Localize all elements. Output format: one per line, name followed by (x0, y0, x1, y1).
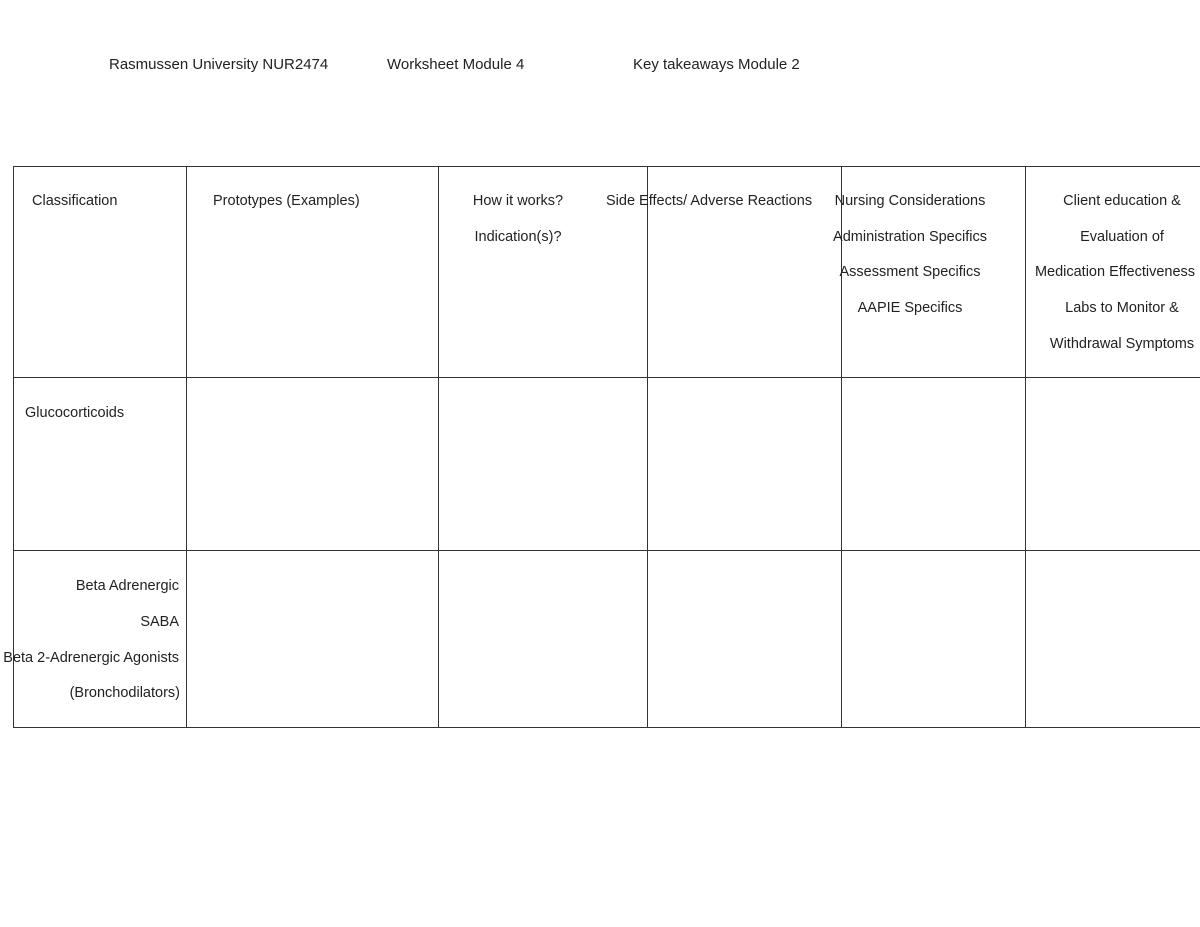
header-how-it-works: How it works? (472, 193, 564, 209)
header-prototypes: Prototypes (Examples) (213, 193, 360, 209)
header-medication-effectiveness: Medication Effectiveness (1034, 264, 1196, 280)
header-aapie-specifics: AAPIE Specifics (857, 300, 963, 316)
header-labs-to-monitor: Labs to Monitor & (1065, 300, 1179, 316)
column-divider (1025, 166, 1026, 728)
table-border-bottom (13, 727, 1200, 728)
takeaways-title: Key takeaways Module 2 (633, 56, 800, 73)
header-withdrawal-symptoms: Withdrawal Symptoms (1049, 336, 1195, 352)
header-assessment-specifics: Assessment Specifics (839, 264, 981, 280)
row-divider (13, 377, 1200, 378)
header-nursing-considerations: Nursing Considerations (834, 193, 986, 209)
column-divider (13, 166, 14, 728)
header-client-education: Client education & (1063, 193, 1181, 209)
course-title: Rasmussen University NUR2474 (109, 56, 329, 73)
header-evaluation-of: Evaluation of (1080, 229, 1164, 245)
header-administration-specifics: Administration Specifics (833, 229, 987, 245)
header-classification: Classification (32, 193, 118, 209)
table-border-top (13, 166, 1200, 167)
row-divider (13, 550, 1200, 551)
row-classification-saba: SABA (140, 614, 179, 630)
row-classification-beta2-agonists: Beta 2-Adrenergic Agonists (3, 650, 179, 666)
column-divider (647, 166, 648, 728)
header-indications: Indication(s)? (474, 229, 562, 245)
header-side-effects: Side Effects/ Adverse Reactions (606, 193, 813, 209)
column-divider (841, 166, 842, 728)
row-classification-bronchodilators: (Bronchodilators) (69, 685, 180, 701)
worksheet-title: Worksheet Module 4 (387, 56, 525, 73)
row-classification-beta-adrenergic: Beta Adrenergic (75, 578, 179, 594)
column-divider (438, 166, 439, 728)
column-divider (186, 166, 187, 728)
row-classification-glucocorticoids: Glucocorticoids (25, 405, 125, 421)
